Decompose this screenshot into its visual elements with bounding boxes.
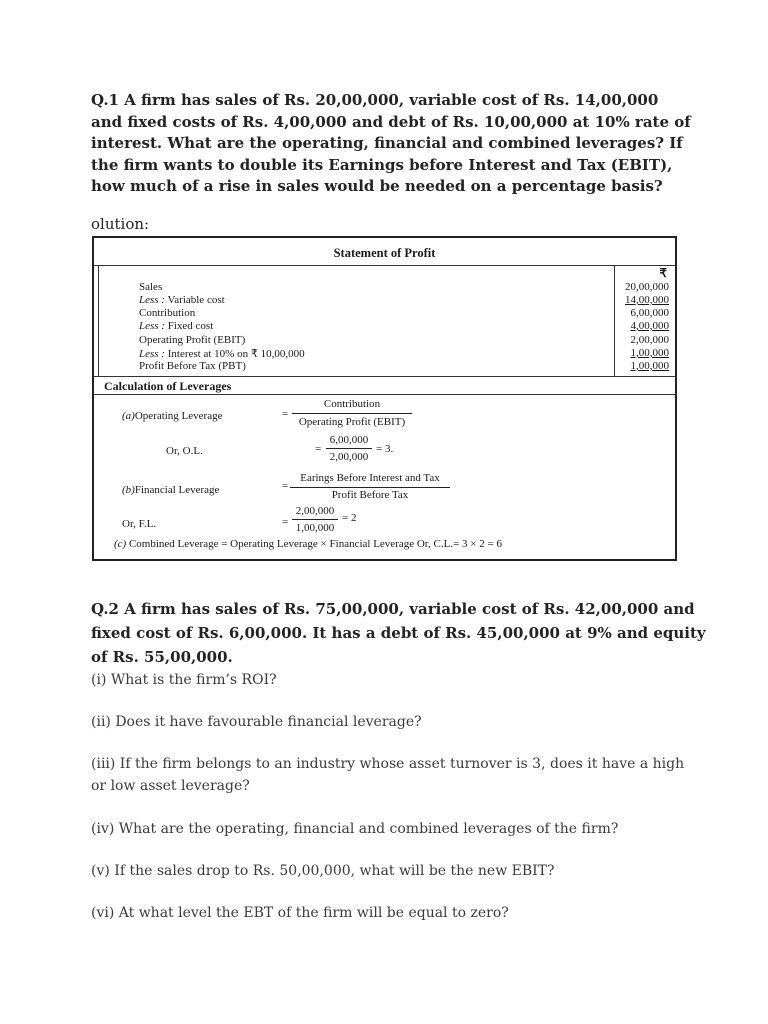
subquestion: (v) If the sales drop to Rs. 50,00,000, what will be the new EBIT? bbox=[91, 863, 555, 879]
statement-row-amount: 4,00,000 bbox=[630, 320, 669, 332]
statement-row-label: Less : Variable cost bbox=[139, 294, 225, 306]
combined-leverage-line: (c) Combined Leverage = Operating Leverage × Financial Leverage Or, C.L.= 3 × 2 = 6 bbox=[114, 538, 502, 550]
divider bbox=[94, 265, 675, 266]
subquestion: (i) What is the firm’s ROI? bbox=[91, 672, 277, 688]
fl-den-value: 1,00,000 bbox=[295, 522, 335, 534]
subquestion: (iv) What are the operating, financial and combined leverages of the firm? bbox=[91, 821, 619, 837]
statement-row-label: Operating Profit (EBIT) bbox=[139, 334, 246, 346]
fl-num-value: 2,00,000 bbox=[295, 505, 335, 517]
statement-row-amount: 14,00,000 bbox=[625, 294, 669, 306]
ol-numerator: Contribution bbox=[323, 398, 381, 410]
leverage-heading: Calculation of Leverages bbox=[104, 379, 232, 393]
statement-row-label: Less : Interest at 10% on ₹ 10,00,000 bbox=[139, 348, 305, 360]
question-2-text: Q.2 A firm has sales of Rs. 75,00,000, variable cost of Rs. 42,00,000 and fixed cost of Rs. 6,00,000. It has a debt of Rs. 45,00,000 at 9% and equity of Rs. 55,00,000. bbox=[91, 600, 706, 666]
equals-sign: = bbox=[282, 408, 289, 420]
operating-leverage-label: (a)Operating Leverage bbox=[122, 410, 223, 422]
solution-label: olution: bbox=[91, 215, 150, 233]
statement-row-label: Sales bbox=[139, 281, 163, 293]
fraction-bar bbox=[326, 448, 372, 449]
statement-row-amount: 1,00,000 bbox=[630, 347, 669, 359]
fraction-bar bbox=[292, 519, 338, 520]
fl-denominator: Profit Before Tax bbox=[331, 489, 409, 501]
ol-den-value: 2,00,000 bbox=[329, 451, 369, 463]
ol-short-label: Or, O.L. bbox=[166, 445, 203, 457]
divider bbox=[94, 394, 675, 395]
divider bbox=[94, 376, 675, 377]
fl-short-label: Or, F.L. bbox=[122, 518, 157, 530]
equals-sign: = bbox=[282, 480, 289, 492]
subquestion: (ii) Does it have favourable financial leverage? bbox=[91, 714, 422, 730]
statement-row-amount: 1,00,000 bbox=[630, 360, 669, 372]
financial-leverage-label: (b)Financial Leverage bbox=[122, 484, 220, 496]
equals-sign: = bbox=[282, 516, 289, 528]
statement-row-amount: 6,00,000 bbox=[630, 307, 669, 319]
fraction-bar bbox=[290, 487, 450, 488]
statement-row-label: Less : Fixed cost bbox=[139, 320, 214, 332]
ol-denominator: Operating Profit (EBIT) bbox=[298, 416, 406, 428]
divider bbox=[98, 265, 99, 376]
rupee-icon: ₹ bbox=[659, 266, 667, 280]
solution-table bbox=[92, 236, 677, 561]
subquestion: (vi) At what level the EBT of the firm will be equal to zero? bbox=[91, 905, 509, 921]
fl-result: = 2 bbox=[342, 512, 357, 524]
statement-title: Statement of Profit bbox=[333, 246, 436, 260]
subquestion: (iii) If the firm belongs to an industry whose asset turnover is 3, does it have a high or low asset leverage? bbox=[91, 756, 685, 794]
ol-num-value: 6,00,000 bbox=[329, 434, 369, 446]
statement-row-amount: 20,00,000 bbox=[625, 281, 669, 293]
statement-row-amount: 2,00,000 bbox=[630, 334, 669, 346]
fl-numerator: Earings Before Interest and Tax bbox=[300, 472, 440, 484]
question-1-text: Q.1 A firm has sales of Rs. 20,00,000, variable cost of Rs. 14,00,000 and fixed costs of Rs. 4,00,000 and debt of Rs. 10,00,000 at 10% rate of interest. What are the operating, financial and combined leverages? If the firm wants to double its Earnings before Interest and Tax (EBIT), how much of a rise in sales would be needed on a percentage basis? bbox=[91, 91, 691, 196]
statement-row-label: Contribution bbox=[139, 307, 196, 319]
ol-result: = 3. bbox=[376, 443, 394, 455]
equals-sign: = bbox=[315, 443, 322, 455]
fraction-bar bbox=[292, 413, 412, 414]
statement-row-label: Profit Before Tax (PBT) bbox=[139, 360, 246, 372]
